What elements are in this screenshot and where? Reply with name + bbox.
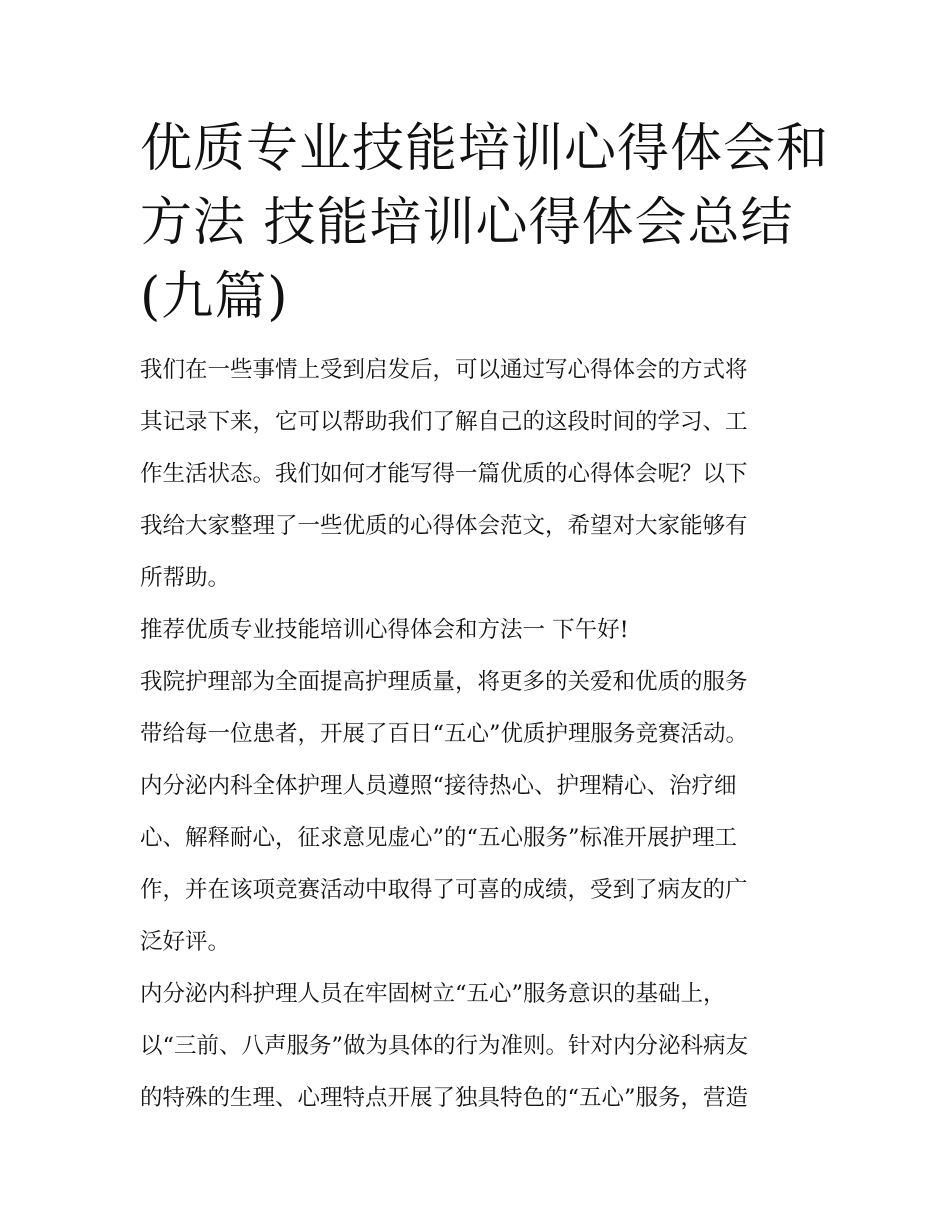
text-line: 心、解释耐心，征求意见虚心”的“五心服务”标准开展护理工 bbox=[140, 825, 738, 851]
text-line: 以“三前、八声服务”做为具体的行为准则。针对内分泌科病友 bbox=[140, 1033, 749, 1059]
document-body bbox=[140, 344, 820, 1124]
text-line: 带给每一位患者，开展了百日“五心”优质护理服务竞赛活动。 bbox=[140, 721, 749, 747]
text-line: 我们在一些事情上受到启发后，可以通过写心得体会的方式将 bbox=[140, 357, 748, 383]
text-line: 我院护理部为全面提高护理质量，将更多的关爱和优质的服务 bbox=[140, 669, 748, 695]
document-page bbox=[140, 112, 830, 1124]
body-paragraph bbox=[140, 656, 820, 968]
title-line: 方法 技能培训心得体会总结 bbox=[140, 193, 794, 253]
text-line: 所帮助。 bbox=[140, 565, 231, 591]
section-heading-paragraph bbox=[140, 604, 820, 656]
intro-paragraph bbox=[140, 344, 820, 604]
text-line: 我给大家整理了一些优质的心得体会范文，希望对大家能够有 bbox=[140, 513, 748, 539]
text-line: 其记录下来，它可以帮助我们了解自己的这段时间的学习、工 bbox=[140, 409, 748, 435]
text-line: 推荐优质专业技能培训心得体会和方法一 下午好! bbox=[140, 617, 629, 643]
text-line: 作生活状态。我们如何才能写得一篇优质的心得体会呢？以下 bbox=[140, 461, 748, 487]
text-line: 泛好评。 bbox=[140, 929, 231, 955]
text-line: 的特殊的生理、心理特点开展了独具特色的“五心”服务，营造 bbox=[140, 1085, 749, 1111]
text-line: 内分泌内科全体护理人员遵照“接待热心、护理精心、治疗细 bbox=[140, 773, 737, 799]
text-line: 作，并在该项竞赛活动中取得了可喜的成绩，受到了病友的广 bbox=[140, 877, 748, 903]
title-line: 优质专业技能培训心得体会和 bbox=[140, 119, 830, 179]
body-paragraph bbox=[140, 968, 820, 1124]
text-line: 内分泌内科护理人员在牢固树立“五心”服务意识的基础上， bbox=[140, 981, 726, 1007]
document-title bbox=[140, 112, 830, 334]
title-line: (九篇) bbox=[140, 267, 289, 327]
